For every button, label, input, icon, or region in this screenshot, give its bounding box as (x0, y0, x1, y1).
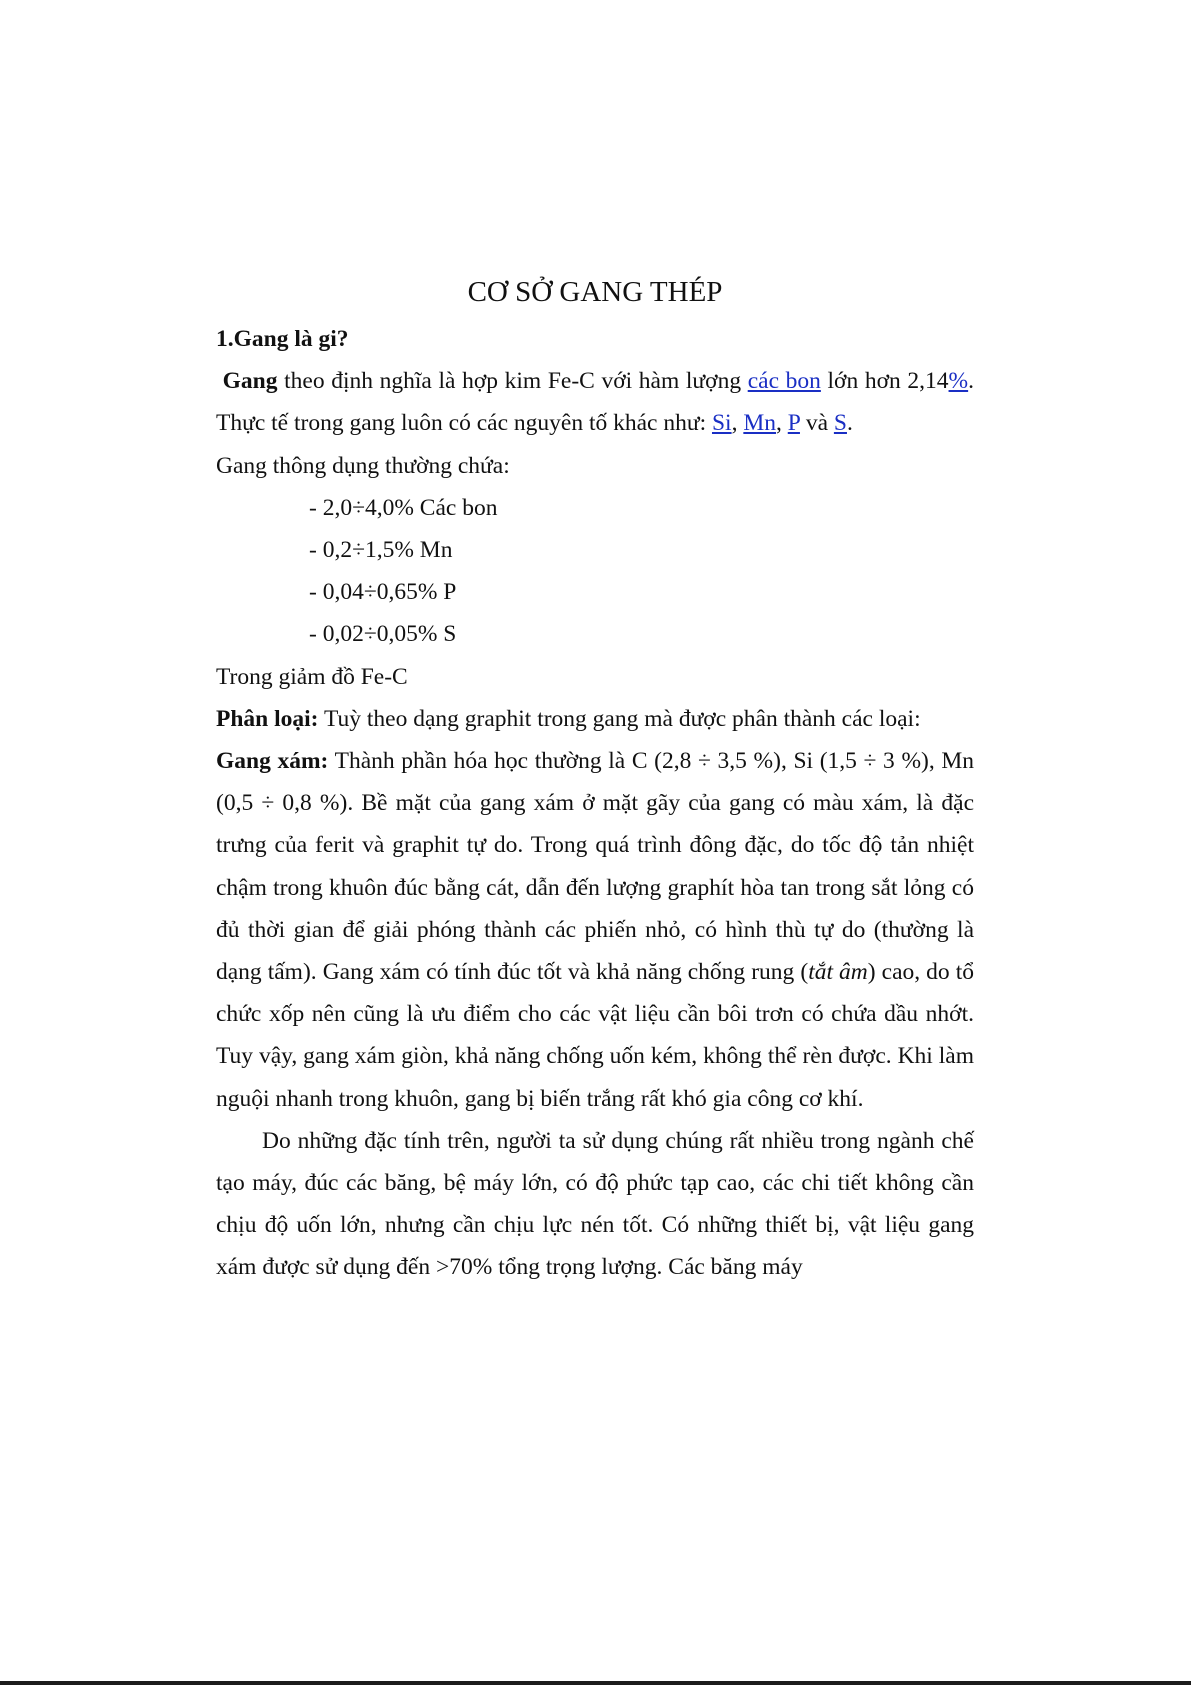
text-span: lớn hơn 2,14 (820, 368, 949, 395)
paragraph-phase-diagram: Trong giảm đồ Fe-C (216, 663, 408, 690)
list-item: - 0,04÷0,65% P (309, 579, 457, 606)
document-title: CƠ SỞ GANG THÉP (467, 276, 723, 308)
italic-term: tắt âm (808, 959, 868, 986)
separator: , (731, 410, 744, 437)
text-span: Thành phần hóa học thường là C (2,8 ÷ 3,5 %), Si (1,5 ÷ 3 %), Mn (0,5 ÷ 0,8 %). Bề mặt của gang xám ở mặt gãy của gang có màu xám, là đặc trưng của ferit và graphit tự do. Trong quá trình đông đặc, do tốc độ tản nhiệt chậm trong khuôn đúc bằng cát, dẫn đến lượng graphít hòa tan trong sắt lỏng có đủ thời gian để giải phóng thành các phiến nhỏ, có hình thù tự do (thường là dạng tấm). Gang xám có tính đúc tốt và khả năng chống rung ( (216, 748, 974, 986)
document-body (216, 272, 974, 1289)
separator: , (776, 410, 788, 437)
text-span: Tuỳ theo dạng graphit trong gang mà được phân thành các loại: (318, 705, 921, 732)
paragraph-gray-iron (216, 740, 974, 1120)
bold-term-classification: Phân loại: (216, 705, 319, 732)
paragraph-classification (216, 698, 974, 740)
link-cac-bon[interactable]: các bon (747, 368, 821, 395)
text-span: . Thực tế trong gang luôn có các nguyên tố khác như: (216, 368, 974, 437)
text-span: ) cao, do tổ chức xốp nên cũng là ưu điểm cho các vật liệu cần bôi trơn có chứa dầu nhớt. Tuy vậy, gang xám giòn, khả năng chống uốn kém, không thể rèn được. Khi làm nguội nhanh trong khuôn, gang bị biến trắng rất khó gia công cơ khí. (216, 959, 974, 1112)
link-percent[interactable]: % (948, 368, 969, 395)
list-item: - 0,02÷0,05% S (309, 621, 457, 648)
section-heading: 1.Gang là gi? (216, 326, 349, 352)
link-p[interactable]: P (787, 410, 800, 437)
link-mn[interactable]: Mn (743, 410, 776, 437)
list-item: - 2,0÷4,0% Các bon (309, 494, 498, 521)
text-span: . (846, 410, 853, 437)
composition-list (216, 487, 974, 656)
paragraph-usage: Do những đặc tính trên, người ta sử dụng chúng rất nhiều trong ngành chế tạo máy, đúc các băng, bệ máy lớn, có độ phức tạp cao, các chi tiết không cần chịu độ uốn lớn, nhưng cần chịu lực nén tốt. Có những thiết bị, vật liệu gang xám được sử dụng đến >70% tổng trọng lượng. Các băng máy (216, 1127, 974, 1281)
paragraph-common-composition: Gang thông dụng thường chứa: (216, 452, 510, 479)
text-span: theo định nghĩa là hợp kim Fe-C với hàm lượng (277, 368, 748, 395)
link-s[interactable]: S (833, 410, 847, 437)
bold-term-gray-iron: Gang xám: (216, 748, 329, 775)
text-span: và (799, 410, 834, 437)
bold-term-gang: Gang (222, 368, 278, 395)
list-item: - 0,2÷1,5% Mn (309, 537, 453, 564)
link-si[interactable]: Si (711, 410, 732, 437)
paragraph-definition (216, 360, 974, 444)
bottom-edge-bar (0, 1681, 1191, 1685)
